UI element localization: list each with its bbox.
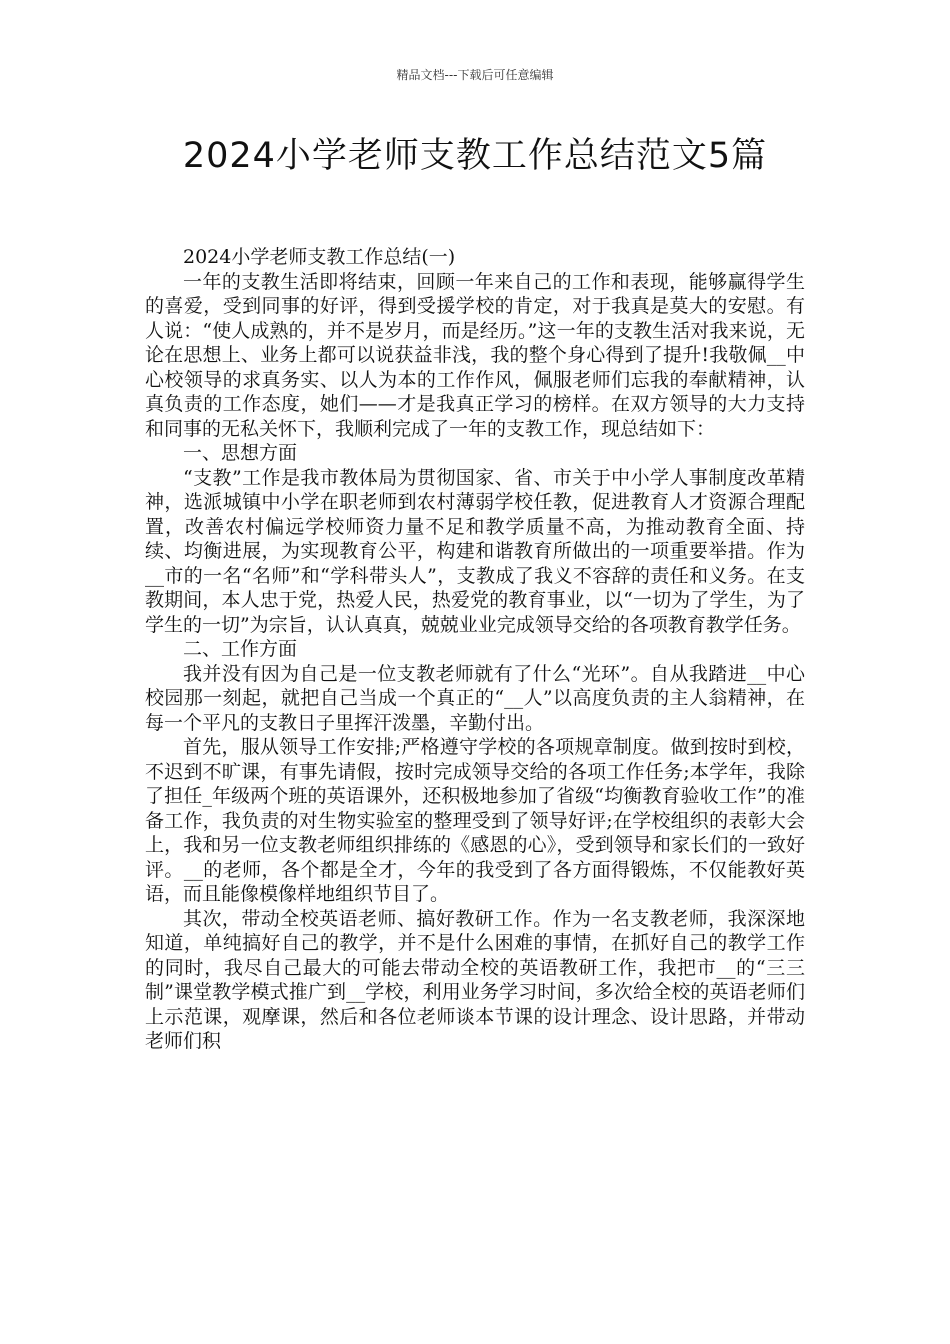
page-header: 精品文档---下载后可任意编辑: [396, 68, 554, 82]
section-heading: 2024小学老师支教工作总结(一): [183, 246, 456, 268]
section-heading: 一、思想方面: [183, 442, 298, 464]
section-heading: 二、工作方面: [183, 638, 298, 660]
document-title: 2024小学老师支教工作总结范文5篇: [182, 136, 768, 176]
paragraph: 我并没有因为自己是一位支教老师就有了什么“光环”。自从我踏进__中心校园那一刻起，就把自己当成一个真正的“__人”以高度负责的主人翁精神，在每一个平凡的支教日子里挥汗泼墨，辛勤付出。: [145, 662, 805, 734]
paragraph: 首先，服从领导工作安排;严格遵守学校的各项规章制度。做到按时到校，不迟到不旷课，有事先请假，按时完成领导交给的各项工作任务;本学年，我除了担任_年级两个班的英语课外，还积极地参加了省级“均衡教育验收工作”的准备工作，我负责的对生物实验室的整理受到了领导好评;在学校组织的表彰大会上，我和另一位支教老师组织排练的《感恩的心》，受到领导和家长们的一致好评。__的老师，各个都是全才，今年的我受到了各方面得锻炼，不仅能教好英语，而且能像模像样地组织节目了。: [145, 736, 805, 905]
paragraph: 其次，带动全校英语老师、搞好教研工作。作为一名支教老师，我深深地知道，单纯搞好自己的教学，并不是什么困难的事情，在抓好自己的教学工作的同时，我尽自己最大的可能去带动全校的英语教研工作，我把市__的“三三制”课堂教学模式推广到__学校，利用业务学习时间，多次给全校的英语老师们上示范课，观摩课，然后和各位老师谈本节课的设计理念、设计思路，并带动老师们积: [145, 907, 805, 1052]
paragraph: 一年的支教生活即将结束，回顾一年来自己的工作和表现，能够赢得学生的喜爱，受到同事的好评，得到受援学校的肯定，对于我真是莫大的安慰。有人说：“使人成熟的，并不是岁月，而是经历。”这一年的支教生活对我来说，无论在思想上、业务上都可以说获益非浅，我的整个身心得到了提升!我敬佩__中心校领导的求真务实、以人为本的工作作风，佩服老师们忘我的奉献精神，认真负责的工作态度，她们——才是我真正学习的榜样。在双方领导的大力支持和同事的无私关怀下，我顺利完成了一年的支教工作，现总结如下：: [145, 270, 805, 440]
document-body: [145, 245, 805, 1054]
paragraph: “支教”工作是我市教体局为贯彻国家、省、市关于中小学人事制度改革精神，选派城镇中小学在职老师到农村薄弱学校任教，促进教育人才资源合理配置，改善农村偏远学校师资力量不足和教学质量不高，为推动教育全面、持续、均衡进展，为实现教育公平，构建和谐教育所做出的一项重要举措。作为__市的一名“名师”和“学科带头人”，支教成了我义不容辞的责任和义务。在支教期间，本人忠于党，热爱人民，热爱党的教育事业，以“一切为了学生，为了学生的一切”为宗旨，认认真真，兢兢业业完成领导交给的各项教育教学任务。: [145, 466, 805, 636]
